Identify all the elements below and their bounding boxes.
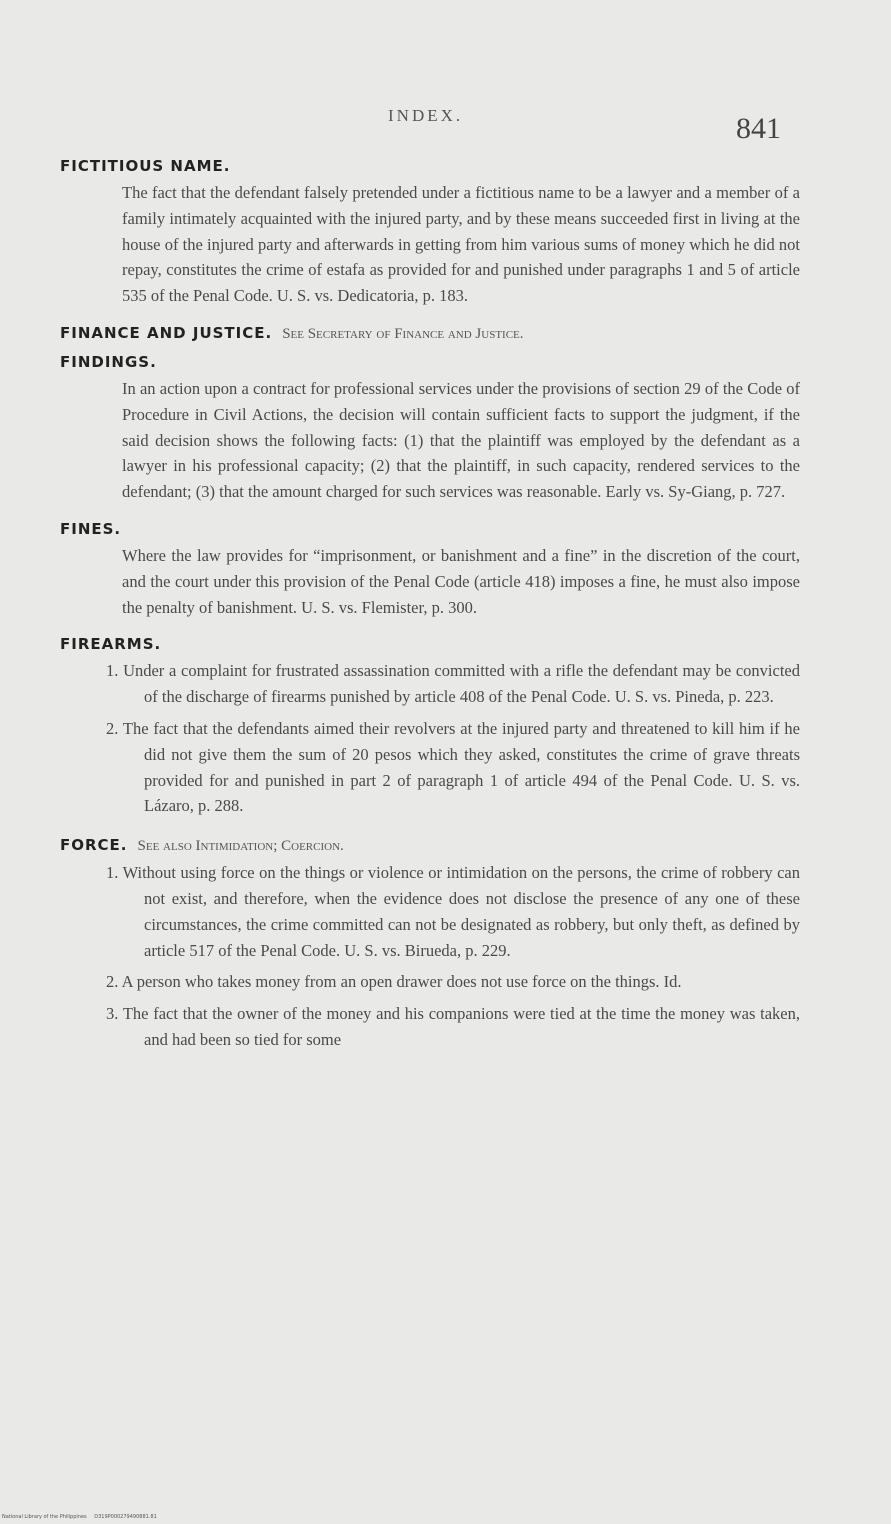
numbered-item: 2. A person who takes money from an open drawer does not use force on the things. Id. <box>106 972 682 992</box>
numbered-item: 1. Without using force on the things or violence or intimidation on the persons, the crime of robbery can not exist, and therefore, when the evidence does not disclose the presence of any one of these circumstances, the crime committed can not be designated as robbery, but only theft, as defined by article 517 of the Penal Code. U. S. vs. Birueda, p. 229. <box>106 863 800 960</box>
see-reference: See Secretary of Finance and Justice. <box>282 325 524 342</box>
entry-heading: FINES. <box>60 519 122 538</box>
entry-heading <box>60 831 800 860</box>
heading-text: FINANCE AND JUSTICE. <box>60 323 273 342</box>
entry-fines <box>60 515 800 620</box>
heading-text: FORCE. <box>60 836 128 855</box>
running-head: INDEX. <box>388 106 464 125</box>
numbered-item: 1. Under a complaint for frustrated assassination committed with a rifle the defendant may be convicted of the discharge of firearms punished by article 408 of the Penal Code. U. S. vs. Pineda, p. 223. <box>106 661 800 707</box>
footer-code: D319P000279490881.81 <box>94 1514 157 1520</box>
entry-findings <box>60 348 800 505</box>
entry-heading: FICTITIOUS NAME. <box>60 157 231 175</box>
entry-force <box>60 831 800 1053</box>
see-reference: See also Intimidation; Coercion. <box>137 838 344 855</box>
entry-heading: FINDINGS. <box>60 352 157 371</box>
scan-footer <box>2 1514 163 1520</box>
numbered-item: 3. The fact that the owner of the money and his companions were tied at the time the money was taken, and had been so tied for some <box>106 1004 800 1049</box>
entry-finance-and-justice <box>60 319 800 348</box>
entry-firearms <box>60 630 800 819</box>
entry-heading <box>60 319 800 348</box>
entry-paragraph: Where the law provides for “imprisonment, or banishment and a fine” in the discretion of the court, and the court under this provision of the Penal Code (article 418) imposes a fine, he must also impose the penalty of banishment. U. S. vs. Flemister, p. 300. <box>122 545 800 617</box>
entry-paragraph: The fact that the defendant falsely pretended under a fictitious name to be a lawyer and a member of a family intimately acquainted with the injured party, and by these means succeeded first in living at the house of the injured party and afterwards in getting from him various sums of money which he did not repay, constitutes the crime of estafa as provided for and punished under paragraphs 1 and 5 of article 535 of the Penal Code. U. S. vs. Dedicatoria, p. 183. <box>122 183 800 306</box>
index-content <box>60 152 800 1059</box>
entry-heading: FIREARMS. <box>60 635 162 654</box>
page-number: 841 <box>736 112 781 145</box>
entry-fictitious-name <box>60 152 800 309</box>
numbered-item: 2. The fact that the defendants aimed their revolvers at the injured party and threatened to kill him if he did not give them the sum of 20 pesos which they asked, constitutes the crime of grave threats provided for and punished in part 2 of paragraph 1 of article 494 of the Penal Code. U. S. vs. Lázaro, p. 288. <box>106 718 800 816</box>
footer-library: National Library of the Philippines <box>2 1514 87 1520</box>
entry-paragraph: In an action upon a contract for professional services under the provisions of section 29 of the Code of Procedure in Civil Actions, the decision will contain sufficient facts to support the judgment, if the said decision shows the following facts: (1) that the plaintiff was employed by the defendant as a lawyer in his professional capacity; (2) that the plaintiff, in such capacity, rendered services to the defendant; (3) that the amount charged for such services was reasonable. Early vs. Sy-Giang, p. 727. <box>122 378 800 502</box>
